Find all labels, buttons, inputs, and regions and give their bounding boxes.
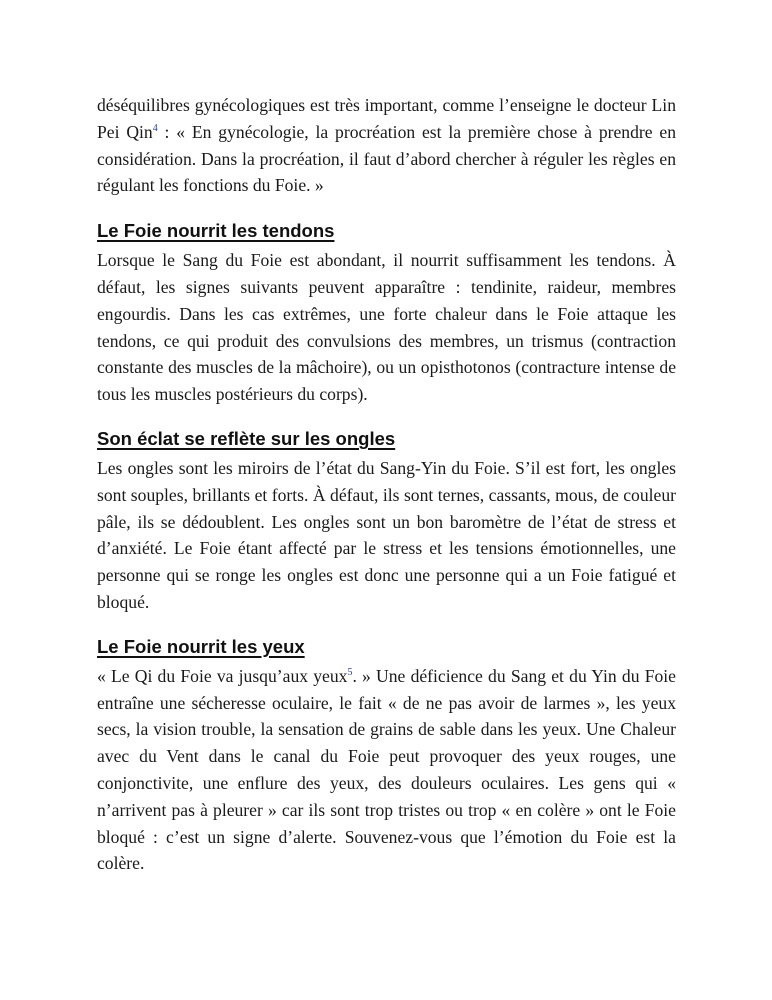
yeux-text-start: « Le Qi du Foie va jusqu’aux yeux [97,665,348,686]
section-body-yeux [97,663,676,877]
intro-paragraph [97,92,676,199]
section-body-ongles: Les ongles sont les miroirs de l’état du Sang-Yin du Foie. S’il est fort, les ongles sont souples, brillants et forts. À défaut, ils sont ternes, cassants, mous, de couleur pâle, ils se dédoublent. Les ongles sont un bon baromètre de l’état de stress et d’anxiété. Le Foie étant affecté par le stress et les tensions émotionnelles, une personne qui se ronge les ongles est donc une personne qui a un Foie fatigué et bloqué. [97,457,676,612]
section-heading-tendons: Le Foie nourrit les tendons [97,220,335,242]
footnote-ref-5[interactable]: 5 [347,666,353,678]
intro-text-start: déséquilibres gynécologiques est très important, comme l’enseigne le docteur Lin Pei Qin [97,95,676,142]
section-heading-ongles: Son éclat se reflète sur les ongles [97,427,396,449]
footnote-ref-4[interactable]: 4 [152,122,158,134]
yeux-text-end: . » Une déficience du Sang et du Yin du Foie entraîne une sécheresse oculaire, le fait « de ne pas avoir de larmes », les yeux secs, la vision trouble, la sensation de grains de sable dans les yeux. Une Chaleur avec du Vent dans le canal du Foie peut provoquer des yeux rouges, une conjonctivite, une enflure des yeux, des douleurs oculaires. Les gens qui « n’arrivent pas à pleurer » car ils sont trop tristes ou trop « en colère » ont le Foie bloqué : c’est un signe d’alerte. Souvenez-vous que l’émotion du Foie est la colère. [97,665,676,874]
document-page [97,92,676,877]
section-body-tendons: Lorsque le Sang du Foie est abondant, il nourrit suffisamment les tendons. À défaut, les signes suivants peuvent apparaître : tendinite, raideur, membres engourdis. Dans les cas extrêmes, une forte chaleur dans le Foie attaque les tendons, ce qui produit des convulsions des membres, un trismus (contraction constante des muscles de la mâchoire), ou un opisthotonos (contracture intense de tous les muscles postérieurs du corps). [97,250,676,405]
section-heading-yeux: Le Foie nourrit les yeux [97,635,305,657]
intro-text-end: : « En gynécologie, la procréation est la première chose à prendre en considération. Dans la procréation, il faut d’abord chercher à réguler les règles en régulant les fonctions du Foie. » [97,121,676,196]
